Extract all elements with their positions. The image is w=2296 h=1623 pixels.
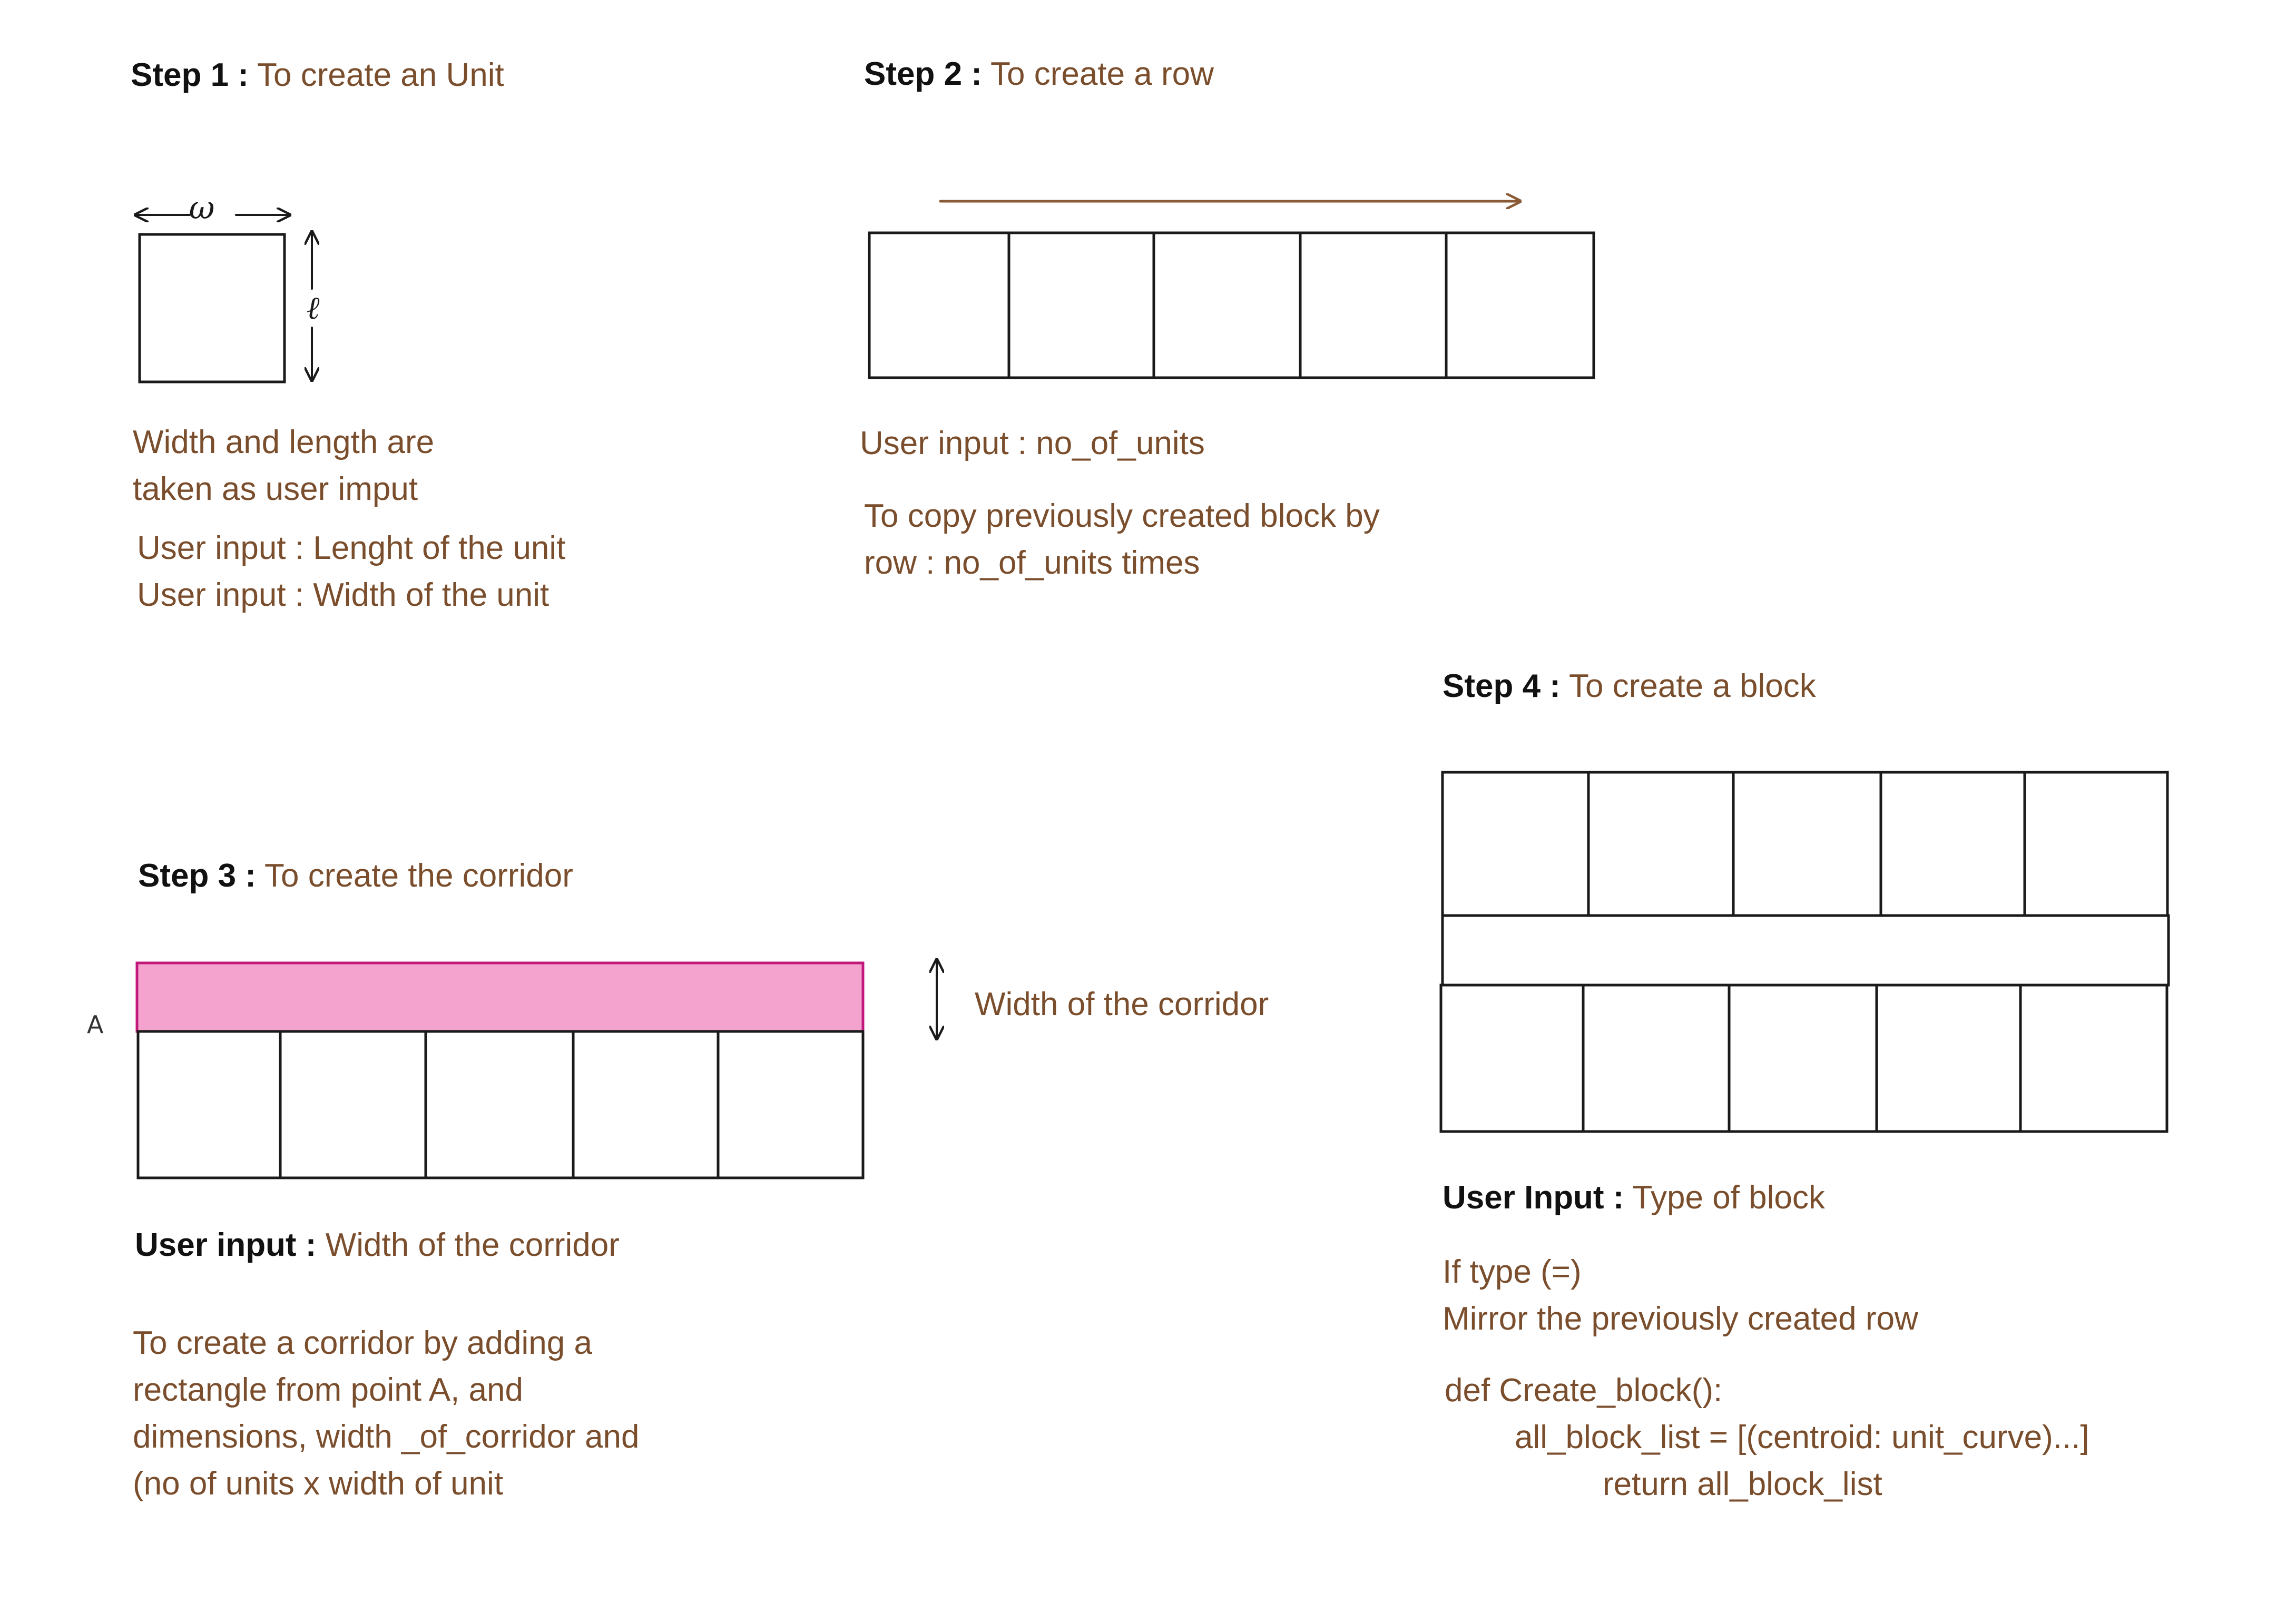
step3-description [133, 1320, 640, 1507]
step4-description-line: If type (=) [1443, 1254, 1582, 1290]
block-top-row [1443, 772, 2167, 916]
unit-square [140, 234, 284, 382]
step2-description-line: To copy previously created block by [864, 498, 1380, 534]
code-line: all_block_list = [(centroid: unit_curve)...] [1515, 1419, 2089, 1455]
step2-row-figure [869, 201, 1594, 378]
step2-description-line: row : no_of_units times [864, 545, 1200, 581]
step3-corridor-figure [137, 960, 937, 1178]
block-corridor [1443, 916, 2169, 985]
block-bottom-row [1441, 985, 2167, 1132]
step4-input-value: Type of block [1632, 1179, 1825, 1216]
step1-input-line: User input : Width of the unit [137, 577, 550, 613]
step1-title: To create an Unit [257, 57, 504, 93]
step1-description [133, 419, 434, 513]
step2-input [860, 420, 1205, 467]
point-a-label: A [87, 1010, 104, 1039]
step4-input [1443, 1179, 1825, 1216]
step1-description-line: taken as user imput [133, 471, 418, 507]
step3-heading [138, 860, 573, 892]
step3-description-line: rectangle from point A, and [133, 1372, 524, 1408]
code-line: return all_block_list [1603, 1466, 1882, 1502]
step3-description-line: dimensions, width _of_corridor and [133, 1419, 640, 1455]
corridor-rectangle [137, 963, 863, 1031]
row-outline [869, 233, 1594, 378]
step4-description-line: Mirror the previously created row [1443, 1301, 1918, 1337]
step4-heading [1443, 670, 1816, 703]
step4-title: To create a block [1569, 668, 1816, 704]
step1-heading [131, 59, 504, 92]
step2-description [864, 493, 1380, 586]
step2-heading [864, 58, 1214, 91]
step4-label: Step 4 : [1443, 668, 1561, 704]
step1-description-line: Width and length are [133, 424, 435, 460]
step3-input [135, 1229, 620, 1262]
step3-description-line: (no of units x width of unit [133, 1465, 504, 1502]
corridor-width-label: Width of the corridor [975, 986, 1269, 1022]
width-dimension-label: ω [189, 190, 215, 227]
step4-block-figure [1441, 772, 2169, 1132]
step3-input-value: Width of the corridor [325, 1227, 620, 1263]
code-line: def Create_block(): [1445, 1372, 1723, 1409]
corridor-row-outline [138, 1031, 863, 1178]
step1-unit-figure [135, 190, 320, 382]
step2-input-line: User input : no_of_units [860, 425, 1205, 461]
step3-label: Step 3 : [138, 858, 256, 894]
step1-inputs [137, 525, 565, 618]
step3-input-label: User input : [135, 1227, 317, 1263]
step3-title: To create the corridor [264, 858, 573, 894]
step4-code [1445, 1367, 2089, 1508]
step2-label: Step 2 : [864, 56, 982, 92]
step2-title: To create a row [990, 56, 1214, 92]
step1-label: Step 1 : [131, 57, 249, 93]
step4-input-label: User Input : [1443, 1179, 1624, 1216]
length-dimension-label: ℓ [306, 290, 320, 327]
step3-description-line: To create a corridor by adding a [133, 1325, 592, 1361]
step1-input-line: User input : Lenght of the unit [137, 530, 566, 566]
step4-description [1443, 1248, 1918, 1342]
